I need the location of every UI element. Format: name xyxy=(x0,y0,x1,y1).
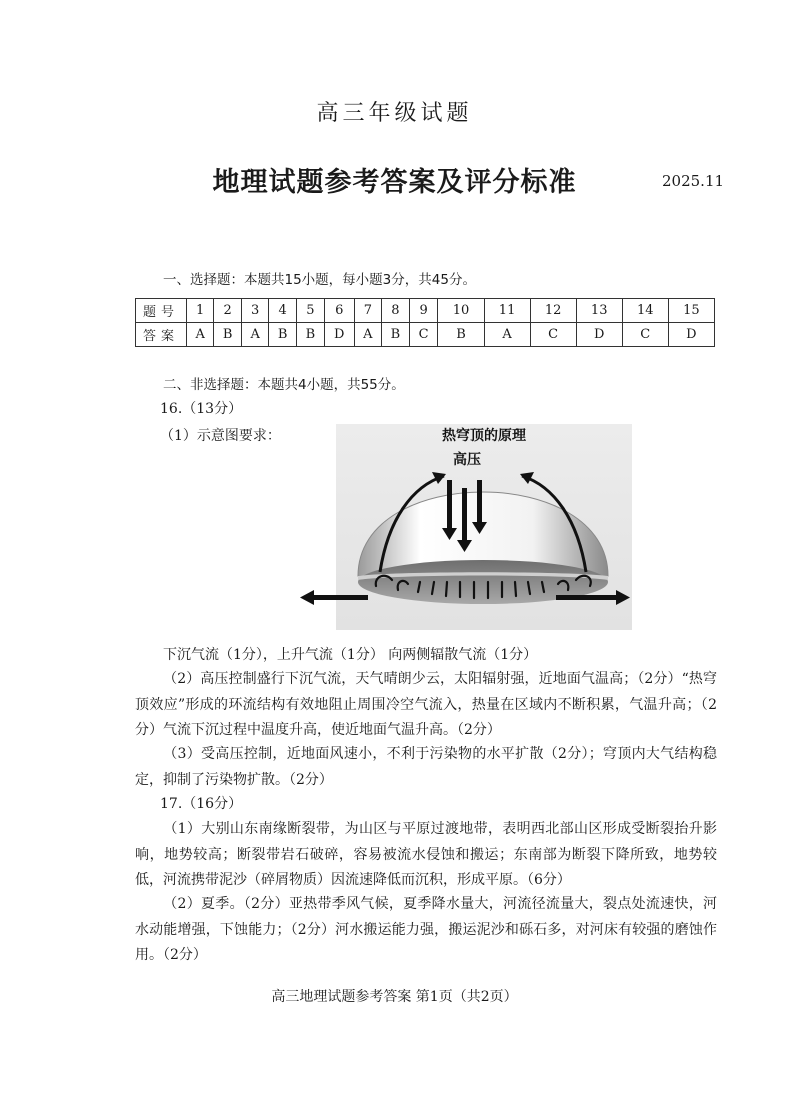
answer-cell: B xyxy=(382,323,410,347)
q16-p2 xyxy=(135,667,717,744)
answer-cell: A xyxy=(354,323,381,347)
question-number-cell: 1 xyxy=(187,299,214,323)
question-number-cell: 6 xyxy=(324,299,354,323)
answer-table xyxy=(135,298,715,347)
right-outflow-arrow xyxy=(556,588,631,608)
section1-heading: 一、选择题：本题共15小题，每小题3分，共45分。 xyxy=(163,272,476,288)
question-number-cell: 13 xyxy=(576,299,622,323)
q17-p1-text: （1）大别山东南缘断裂带，为山区与平原过渡地带，表明西北部山区形成受断裂抬升影响，地势较高；断裂带岩石破碎，容易被流水侵蚀和搬运；东南部为断裂下降所致，地势较低，河流携带泥沙（碎屑物质）因流速降低而沉积，形成平原。（6分） xyxy=(135,821,717,888)
answer-cell: B xyxy=(214,323,242,347)
question-number-cell: 12 xyxy=(530,299,576,323)
exam-date: 2025.11 xyxy=(662,172,725,190)
answer-cell: C xyxy=(409,323,438,347)
page-footer: 高三地理试题参考答案 第1页（共2页） xyxy=(271,989,518,1005)
left-outflow-arrow xyxy=(300,588,370,608)
question-number-cell: 15 xyxy=(668,299,714,323)
figure-title: 热穹顶的原理 xyxy=(442,428,526,444)
q16-p3 xyxy=(135,742,717,793)
q17-p2-text: （2）夏季。（2分）亚热带季风气候，夏季降水量大，河流径流量大，裂点处流速快，河水动能增强，下蚀能力；（2分）河水搬运能力强，搬运泥沙和砾石多，对河床有较强的磨蚀作用。（2分） xyxy=(135,896,717,963)
answer-cell: D xyxy=(324,323,354,347)
q17-p1 xyxy=(135,817,717,894)
row-label-number: 题号 xyxy=(136,299,187,323)
question-number-cell: 10 xyxy=(438,299,484,323)
q17-label: 17.（16分） xyxy=(160,796,243,812)
page-title: 地理试题参考答案及评分标准 xyxy=(212,167,577,198)
q16-label: 16.（13分） xyxy=(160,401,243,417)
question-number-row xyxy=(136,299,715,323)
question-number-cell: 7 xyxy=(354,299,381,323)
question-number-cell: 14 xyxy=(622,299,668,323)
question-number-cell: 2 xyxy=(214,299,242,323)
answer-row xyxy=(136,323,715,347)
q16-p1-caption: 下沉气流（1分），上升气流（1分） 向两侧辐散气流（1分） xyxy=(163,647,538,663)
row-label-answer: 答案 xyxy=(136,323,187,347)
high-pressure-label: 高压 xyxy=(453,452,481,468)
q17-p2 xyxy=(135,892,717,969)
answer-cell: A xyxy=(484,323,530,347)
answer-cell: B xyxy=(269,323,297,347)
question-number-cell: 8 xyxy=(382,299,410,323)
question-number-cell: 9 xyxy=(409,299,438,323)
q16-p1-intro: （1）示意图要求： xyxy=(160,428,281,444)
answer-cell: C xyxy=(530,323,576,347)
question-number-cell: 11 xyxy=(484,299,530,323)
answer-cell: B xyxy=(438,323,484,347)
question-number-cell: 5 xyxy=(297,299,325,323)
q16-p2-text: （2）高压控制盛行下沉气流，天气晴朗少云，太阳辐射强，近地面气温高；（2分）“热穹顶效应”形成的环流结构有效地阻止周围冷空气流入，热量在区域内不断积累，气温升高；（2分）气流下沉过程中温度升高，使近地面气温升高。（2分） xyxy=(135,671,717,738)
q16-p3-text: （3）受高压控制，近地面风速小，不利于污染物的水平扩散（2分）；穹顶内大气结构稳定，抑制了污染物扩散。（2分） xyxy=(135,746,717,788)
answer-cell: A xyxy=(242,323,269,347)
section2-heading: 二、非选择题：本题共4小题，共55分。 xyxy=(163,377,405,393)
answer-cell: C xyxy=(622,323,668,347)
answer-cell: D xyxy=(576,323,622,347)
question-number-cell: 3 xyxy=(242,299,269,323)
answer-cell: A xyxy=(187,323,214,347)
answer-cell: B xyxy=(297,323,325,347)
question-number-cell: 4 xyxy=(269,299,297,323)
answer-cell: D xyxy=(668,323,714,347)
exam-kicker: 高三年级试题 xyxy=(316,101,473,126)
